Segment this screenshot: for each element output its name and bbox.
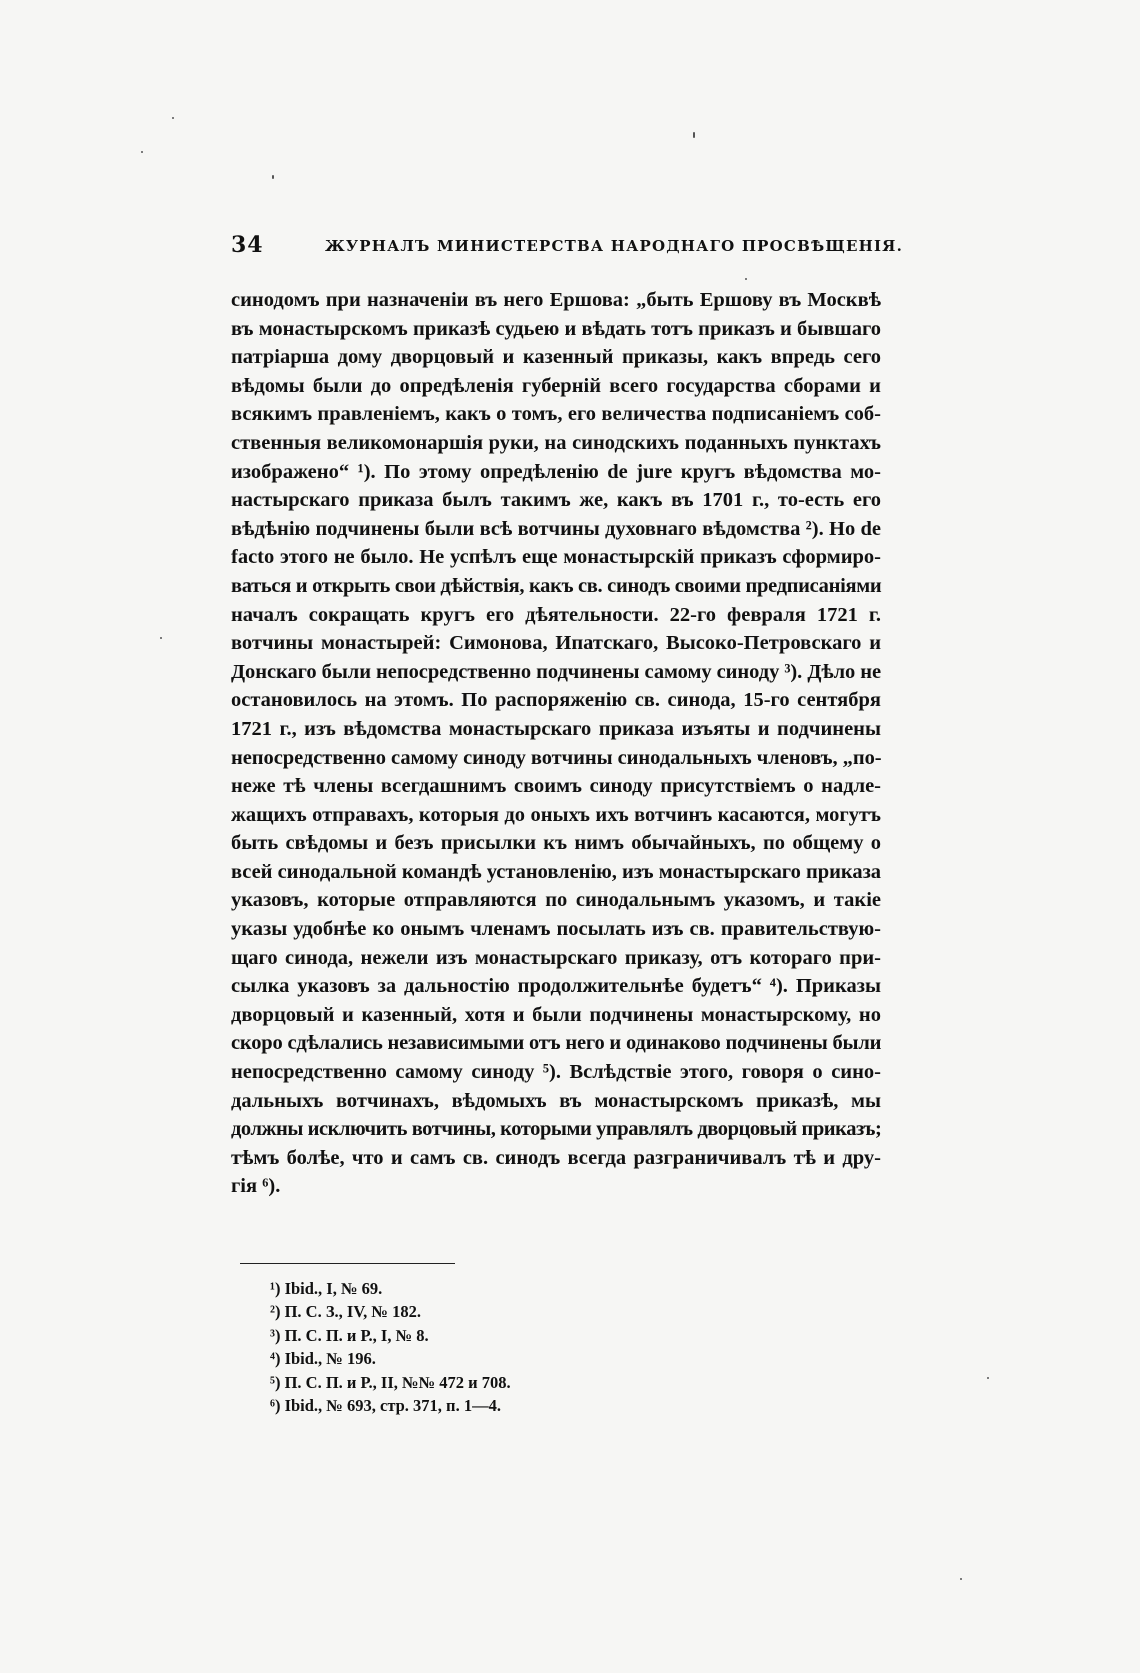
text-line: гія ⁶). (231, 1175, 281, 1198)
footnote-3: ³) П. С. П. и Р., I, № 8. (270, 1325, 429, 1345)
text-line: ственныя великомонаршія руки, на синодскихъ поданныхъ пунктахъ (231, 431, 881, 454)
footnote-6: ⁶) Ibid., № 693, стр. 371, п. 1—4. (270, 1395, 501, 1415)
footnote-4: ⁴) Ibid., № 196. (270, 1349, 376, 1369)
text-line: указовъ, которые отправляются по синодальнымъ указомъ, и такіе (231, 889, 881, 912)
text-line: facto этого не было. Не успѣлъ еще монастырскій приказъ сформиро- (231, 546, 881, 569)
scan-speck (693, 132, 695, 138)
text-line: всякимъ правленіемъ, какъ о томъ, его величества подписаніемъ соб- (231, 403, 881, 426)
scan-speck (987, 1377, 989, 1379)
text-line: настырскаго приказа былъ такимъ же, какъ въ 1701 г., то-есть его (231, 489, 881, 512)
text-line: скоро сдѣлались независимыми отъ него и одинаково подчинены были (231, 1032, 882, 1055)
running-title: ЖУРНАЛЪ МИНИСТЕРСТВА НАРОДНАГО ПРОСВѢЩЕНІЯ. (325, 237, 904, 255)
text-line: дальныхъ вотчинахъ, вѣдомыхъ въ монастырскомъ приказѣ, мы (231, 1089, 881, 1112)
text-line: 1721 г., изъ вѣдомства монастырскаго приказа изъяты и подчинены (231, 717, 881, 740)
scan-speck (160, 637, 162, 639)
text-line: изображено“ ¹). По этому опредѣленію de jure кругъ вѣдомства мо- (231, 460, 881, 483)
scan-speck (745, 278, 747, 280)
page-header (231, 232, 904, 262)
text-line: всей синодальной командѣ установленію, изъ монастырскаго приказа (231, 860, 881, 883)
text-line: должны исключить вотчины, которыми управлялъ дворцовый приказъ; (231, 1118, 882, 1141)
body-text (231, 286, 881, 1201)
scan-speck (172, 117, 174, 119)
text-line: Донскаго были непосредственно подчинены самому синоду ³). Дѣло не (231, 660, 882, 683)
text-line: тѣмъ болѣе, что и самъ св. синодъ всегда разграничивалъ тѣ и дру- (231, 1146, 881, 1169)
text-line: патріарша дому дворцовый и казенный приказы, какъ впредь сего (231, 346, 881, 369)
footnote-2: ²) П. С. З., IV, № 182. (270, 1302, 421, 1322)
text-line: щаго синода, нежели изъ монастырскаго приказу, отъ котораго при- (231, 946, 881, 969)
text-line: быть свѣдомы и безъ присылки къ нимъ обычайныхъ, по общему о (231, 832, 881, 855)
text-line: синодомъ при назначеніи въ него Ершова: „быть Ершову въ Москвѣ (231, 289, 881, 311)
text-line: сылка указовъ за дальностію продолжительнѣе будетъ“ ⁴). Приказы (231, 975, 881, 998)
text-line: жащихъ отправахъ, которыя до оныхъ ихъ вотчинъ касаются, могутъ (231, 803, 881, 826)
text-line: началъ сокращать кругъ его дѣятельности. 22-го февраля 1721 г. (231, 603, 881, 626)
footnote-1: ¹) Ibid., I, № 69. (270, 1279, 383, 1298)
text-line: вотчины монастырей: Симонова, Ипатскаго, Высоко-Петровскаго и (231, 632, 881, 655)
text-line: дворцовый и казенный, хотя и были подчинены монастырскому, но (231, 1003, 881, 1026)
footnote-5: ⁵) П. С. П. и Р., II, №№ 472 и 708. (270, 1372, 511, 1392)
text-line: непосредственно самому синоду ⁵). Вслѣдствіе этого, говоря о сино- (231, 1061, 881, 1084)
text-line: ваться и открыть свои дѣйствія, какъ св. синодъ своими предписаніями (231, 574, 882, 597)
footnote-separator (240, 1263, 455, 1264)
text-line: въ монастырскомъ приказѣ судьею и вѣдать тотъ приказъ и бывшаго (231, 317, 881, 340)
scan-speck (960, 1578, 962, 1580)
scan-speck (272, 175, 274, 179)
text-line: остановилось на этомъ. По распоряженію св. синода, 15-го сентября (231, 689, 881, 712)
scan-speck (141, 151, 143, 153)
footnotes (270, 1277, 770, 1417)
text-line: неже тѣ члены всегдашнимъ своимъ синоду присутствіемъ о надле- (231, 775, 881, 798)
page-number: 34 (231, 232, 264, 258)
text-line: вѣдомы были до опредѣленія губерній всего государства сборами и (231, 374, 881, 397)
text-line: непосредственно самому синоду вотчины синодальныхъ членовъ, „по- (231, 746, 882, 769)
text-line: указы удобнѣе ко онымъ членамъ посылать изъ св. правительствую- (231, 918, 881, 941)
text-line: вѣдѣнію подчинены были всѣ вотчины духовнаго вѣдомства ²). Но de (231, 517, 881, 540)
